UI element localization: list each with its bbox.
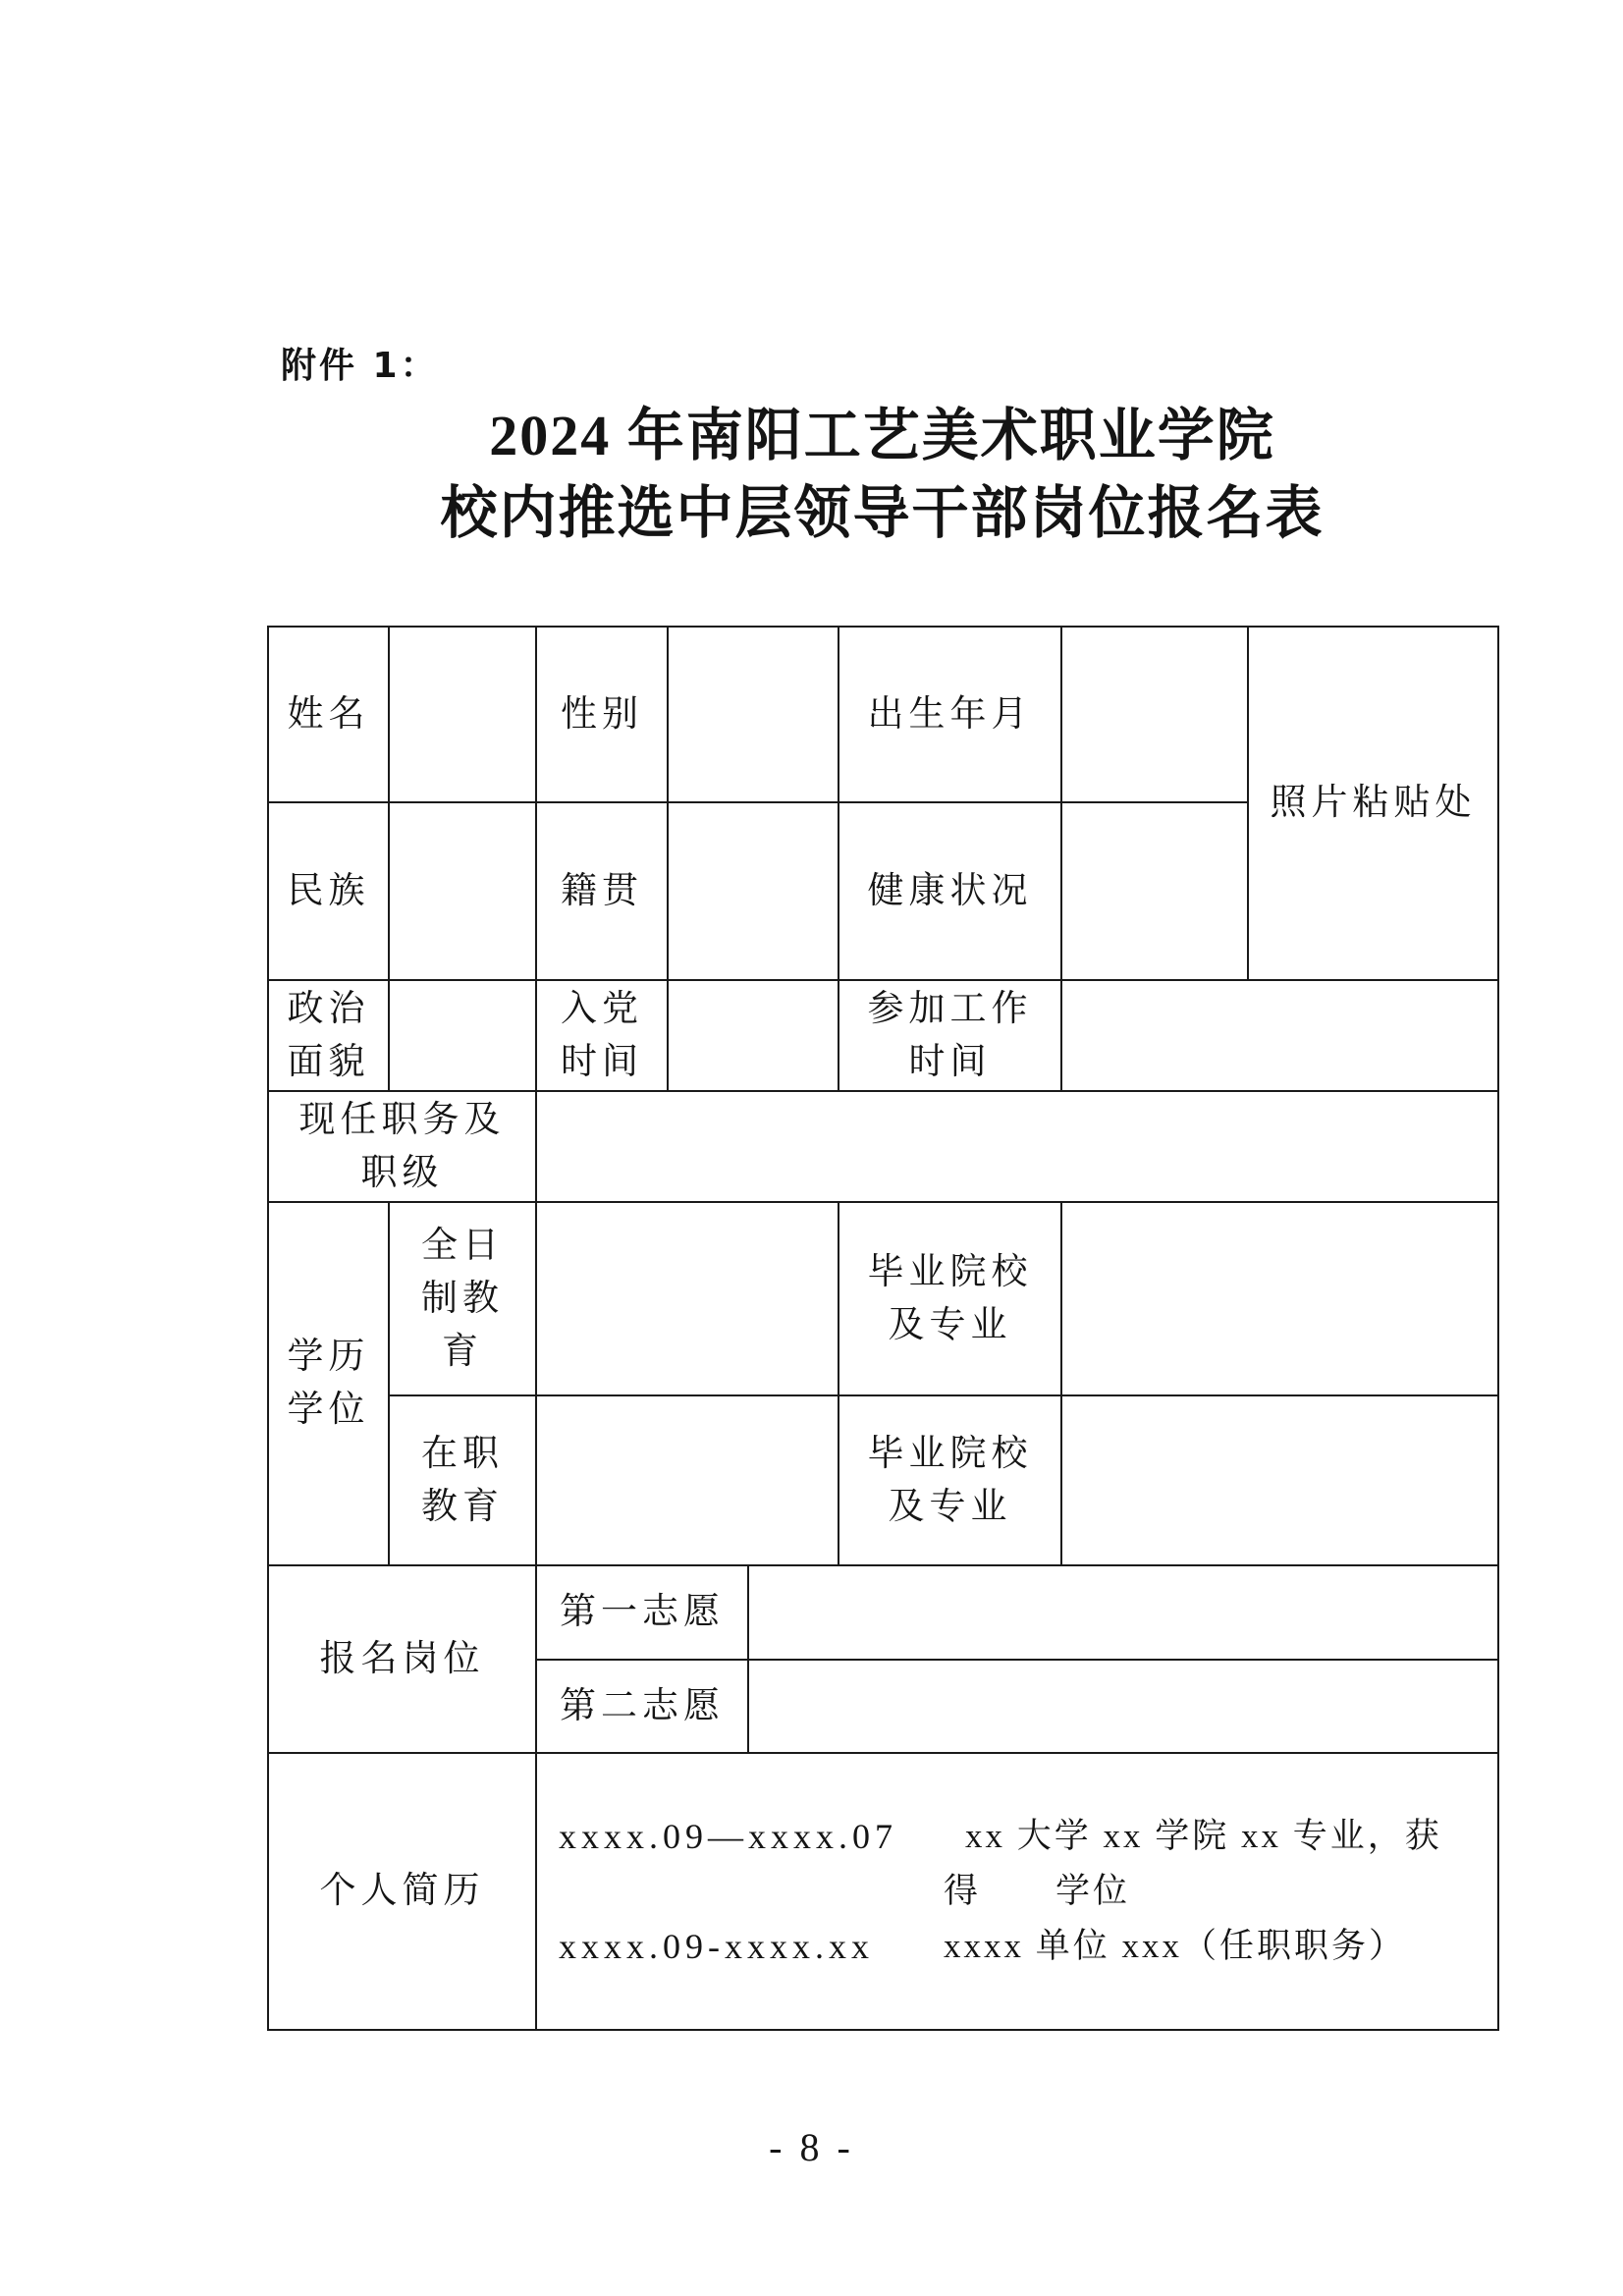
resume-entry-description-line: 得 学位 xyxy=(944,1872,1131,1910)
current-position-value-cell xyxy=(536,1091,1498,1202)
name-label: 姓名 xyxy=(268,627,389,802)
fulltime-graduate-school-label xyxy=(839,1202,1061,1395)
fulltime-education-value-cell xyxy=(536,1202,839,1395)
inservice-education-label-line: 在职 xyxy=(421,1433,504,1474)
registration-form-table xyxy=(267,626,1499,2031)
fulltime-education-label-line: 制教 xyxy=(421,1278,504,1319)
resume-label: 个人简历 xyxy=(268,1753,536,2030)
resume-entry-description-line: xx 大学 xx 学院 xx 专业，获 xyxy=(965,1817,1442,1855)
inservice-graduate-school-label xyxy=(839,1395,1061,1565)
work-start-date-label xyxy=(839,980,1061,1091)
health-status-label: 健康状况 xyxy=(839,802,1061,980)
inservice-graduate-school-value-cell xyxy=(1061,1395,1498,1565)
ethnicity-label: 民族 xyxy=(268,802,389,980)
first-choice-value-cell xyxy=(748,1565,1498,1660)
political-status-label-line: 政治 xyxy=(287,988,370,1029)
current-position-label-line: 职级 xyxy=(360,1152,444,1193)
current-position-label xyxy=(268,1091,536,1202)
second-choice-value-cell xyxy=(748,1660,1498,1753)
party-join-date-label xyxy=(536,980,668,1091)
native-place-label: 籍贯 xyxy=(536,802,668,980)
political-status-label-line: 面貌 xyxy=(287,1041,370,1082)
resume-entry-period: xxxx.09-xxxx.xx xyxy=(559,1927,874,1966)
birth-date-label: 出生年月 xyxy=(839,627,1061,802)
resume-content-cell xyxy=(536,1753,1498,2030)
form-title-line-1: 2024 年南阳工艺美术职业学院 xyxy=(489,404,1275,467)
party-join-date-value-cell xyxy=(668,980,839,1091)
education-degree-label xyxy=(268,1202,389,1565)
inservice-graduate-school-label-line: 毕业院校 xyxy=(867,1433,1033,1474)
gender-value-cell xyxy=(668,627,839,802)
native-place-value-cell xyxy=(668,802,839,980)
current-position-label-line: 现任职务及 xyxy=(298,1099,506,1140)
fulltime-graduate-school-label-line: 毕业院校 xyxy=(867,1251,1033,1292)
second-choice-label: 第二志愿 xyxy=(536,1660,748,1753)
inservice-education-value-cell xyxy=(536,1395,839,1565)
resume-entry-description xyxy=(944,1919,1406,1974)
photo-paste-area: 照片粘贴处 xyxy=(1248,627,1498,980)
name-value-cell xyxy=(389,627,536,802)
resume-entry-description xyxy=(944,1809,1442,1919)
inservice-education-label xyxy=(389,1395,536,1565)
political-status-label xyxy=(268,980,389,1091)
gender-label: 性别 xyxy=(536,627,668,802)
application-position-label: 报名岗位 xyxy=(268,1565,536,1753)
inservice-education-label-line: 教育 xyxy=(421,1486,504,1527)
fulltime-education-label-line: 育 xyxy=(442,1331,483,1372)
birth-date-value-cell xyxy=(1061,627,1248,802)
education-degree-label-line: 学历 xyxy=(287,1337,370,1377)
ethnicity-value-cell xyxy=(389,802,536,980)
attachment-label: 附件 1： xyxy=(281,346,439,386)
form-title-line-2: 校内推选中层领导干部岗位报名表 xyxy=(440,481,1325,545)
health-status-value-cell xyxy=(1061,802,1248,980)
work-start-date-label-line: 时间 xyxy=(908,1041,992,1082)
education-degree-label-line: 学位 xyxy=(287,1390,370,1430)
resume-entry-period: xxxx.09—xxxx.07 xyxy=(559,1817,897,1856)
fulltime-education-label xyxy=(389,1202,536,1395)
page-number: - 8 - xyxy=(769,2125,854,2169)
inservice-graduate-school-label-line: 及专业 xyxy=(888,1486,1012,1527)
first-choice-label: 第一志愿 xyxy=(536,1565,748,1660)
fulltime-graduate-school-value-cell xyxy=(1061,1202,1498,1395)
work-start-date-label-line: 参加工作 xyxy=(867,988,1033,1029)
fulltime-graduate-school-label-line: 及专业 xyxy=(888,1304,1012,1345)
form-title xyxy=(267,397,1497,552)
resume-entry-description-line: xxxx 单位 xxx（任职职务） xyxy=(944,1927,1407,1965)
fulltime-education-label-line: 全日 xyxy=(421,1225,504,1266)
resume-entry xyxy=(559,1809,1497,1919)
party-join-date-label-line: 时间 xyxy=(561,1041,643,1082)
resume-entry xyxy=(559,1919,1497,1974)
political-status-value-cell xyxy=(389,980,536,1091)
work-start-date-value-cell xyxy=(1061,980,1498,1091)
party-join-date-label-line: 入党 xyxy=(561,988,643,1029)
